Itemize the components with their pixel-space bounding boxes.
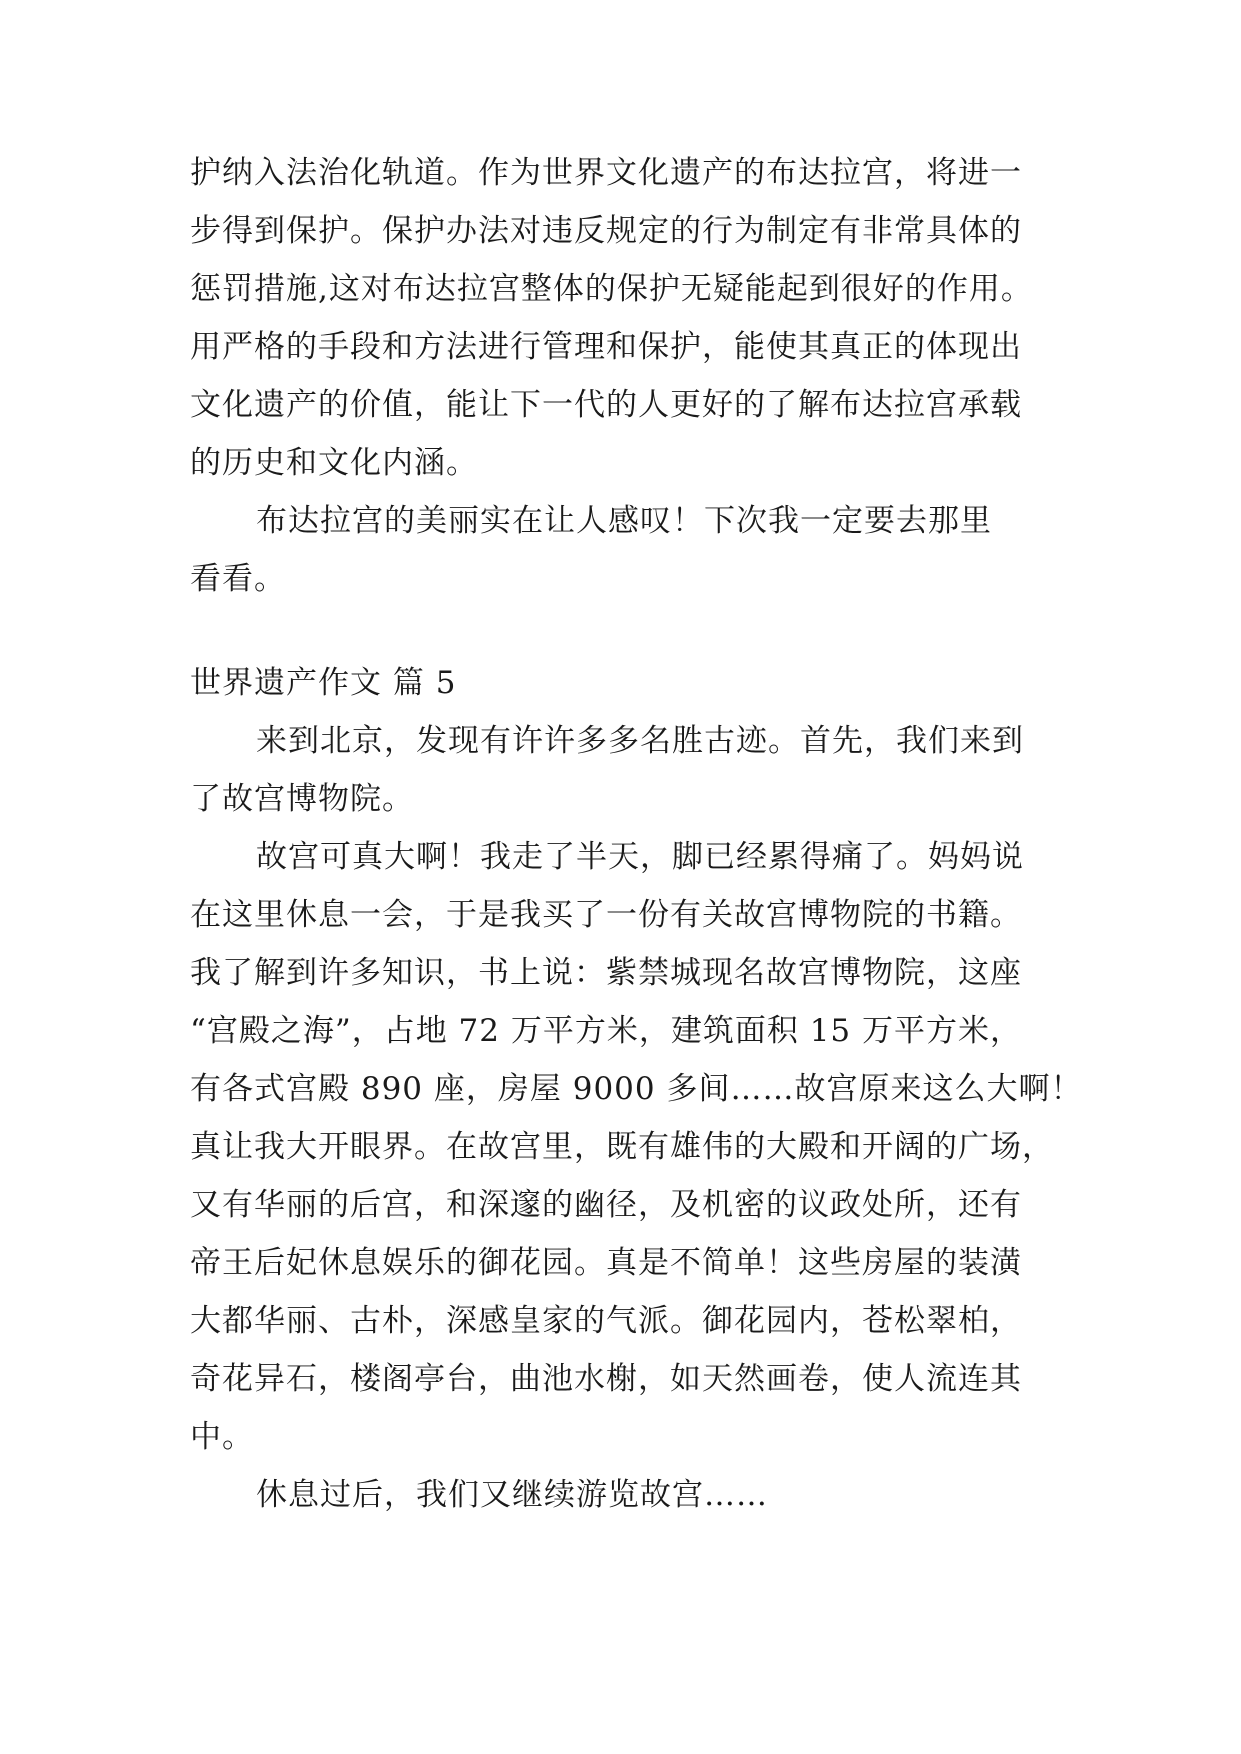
text-line: 的历史和文化内涵。 [190,445,478,481]
text-line: 有各式宫殿 890 座，房屋 9000 多间……故宫原来这么大啊！ [190,1071,1083,1107]
text-line: 步得到保护。保护办法对违反规定的行为制定有非常具体的 [190,213,1022,249]
text-line: 布达拉宫的美丽实在让人感叹！下次我一定要去那里 [256,503,992,539]
text-line: 真让我大开眼界。在故宫里，既有雄伟的大殿和开阔的广场， [190,1129,1054,1165]
section-title: 世界遗产作文 篇 5 [190,665,457,701]
text-line: 帝王后妃休息娱乐的御花园。真是不简单！这些房屋的装潢 [190,1245,1022,1281]
text-line: 休息过后，我们又继续游览故宫…… [256,1477,768,1513]
text-line: 看看。 [190,561,286,597]
paragraph-arrival [190,720,1090,820]
text-line: 了故宫博物院。 [190,781,414,817]
text-line: 用严格的手段和方法进行管理和保护，能使其真正的体现出 [190,329,1022,365]
text-line: 护纳入法治化轨道。作为世界文化遗产的布达拉宫，将进一 [190,155,1022,191]
text-line: 文化遗产的价值，能让下一代的人更好的了解布达拉宫承载 [190,387,1022,423]
text-line: 又有华丽的后宫，和深邃的幽径，及机密的议政处所，还有 [190,1187,1022,1223]
paragraph-closing [190,500,1090,600]
paragraph-palace [190,836,1090,1458]
text-line: 在这里休息一会，于是我买了一份有关故宫博物院的书籍。 [190,897,1022,933]
section-gap [190,616,1090,662]
text-line: “宫殿之海”，占地 72 万平方米，建筑面积 15 万平方米， [190,1013,1023,1049]
text-line: 来到北京，发现有许许多多名胜古迹。首先，我们来到 [256,723,1024,759]
paragraph-protection [190,152,1090,484]
document-page [190,152,1090,1532]
text-line: 大都华丽、古朴，深感皇家的气派。御花园内，苍松翠柏， [190,1303,1022,1339]
text-line: 奇花异石，楼阁亭台，曲池水榭，如天然画卷，使人流连其 [190,1361,1022,1397]
text-line: 故宫可真大啊！我走了半天，脚已经累得痛了。妈妈说 [256,839,1024,875]
text-line: 惩罚措施,这对布达拉宫整体的保护无疑能起到很好的作用。 [190,271,1033,307]
text-line: 我了解到许多知识，书上说：紫禁城现名故宫博物院，这座 [190,955,1022,991]
text-line: 中。 [190,1419,254,1455]
paragraph-continue [190,1474,1090,1516]
